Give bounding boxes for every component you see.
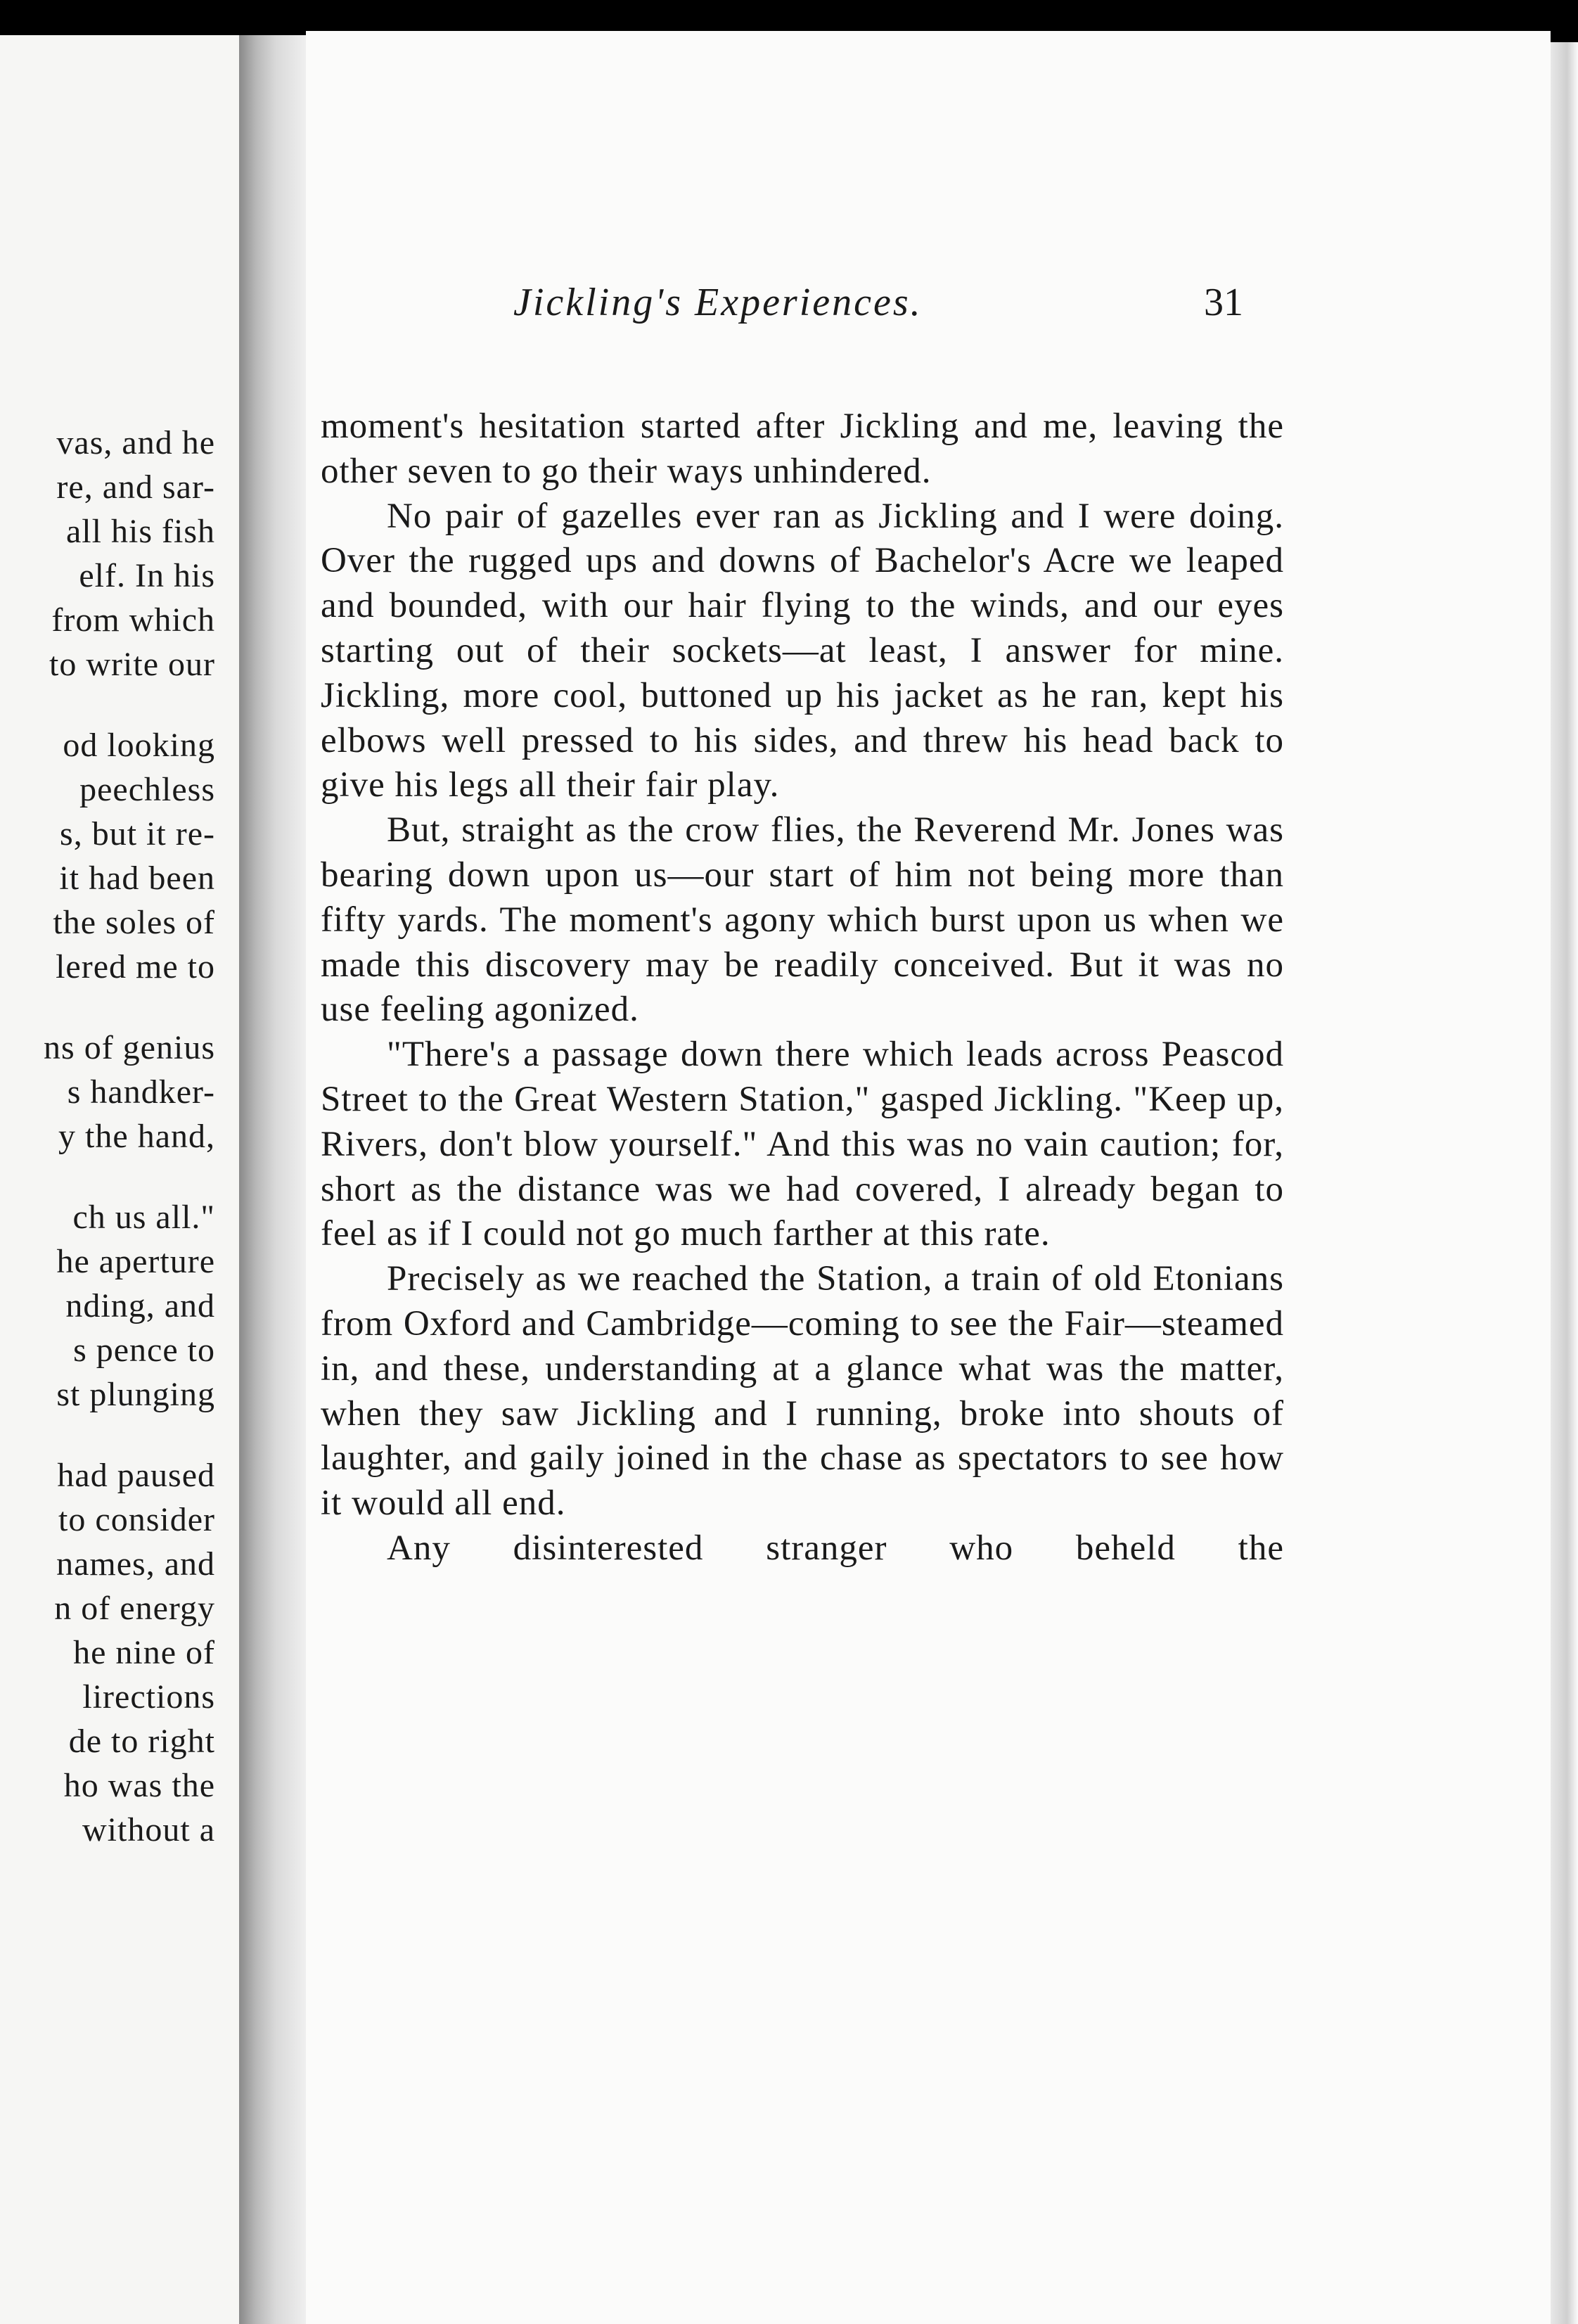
left-line: lered me to — [56, 948, 215, 985]
left-paragraph-gap — [0, 687, 215, 723]
left-line: it had been — [59, 860, 215, 897]
left-line: he aperture — [56, 1243, 215, 1280]
left-line: from which — [51, 601, 215, 639]
page-edge — [1551, 42, 1578, 2324]
left-line: s, but it re- — [60, 815, 215, 853]
paragraph: "There's a passage down there which leads across Peascod Street to the Great Western Station," gasped Jickling. "Keep up, Rivers, don't blow yourself." And this was no vain caution; for, short as the distance was we had covered, I already began to feel as if I could not go much farther at this rate. — [321, 1035, 1284, 1254]
left-line: to consider — [58, 1501, 215, 1538]
paragraph: But, straight as the crow flies, the Reverend Mr. Jones was bearing down upon us—our start of him not being more than fifty yards. The moment's agony which burst upon us when we made this discovery may be readily conceived. But it was no use feeling agonized. — [321, 810, 1284, 1030]
left-line: ns of genius — [44, 1029, 215, 1066]
left-line: s pence to — [73, 1332, 215, 1369]
left-line: he nine of — [73, 1634, 215, 1671]
left-page-fragment — [0, 35, 239, 2324]
book-gutter — [239, 35, 306, 2324]
paragraph: Any disinterested stranger who beheld the — [387, 1528, 1284, 1568]
left-line: ho was the — [63, 1767, 215, 1804]
page-number: 31 — [1204, 281, 1243, 324]
left-line: lirections — [82, 1678, 215, 1716]
paragraph: No pair of gazelles ever ran as Jickling and I were doing. Over the rugged ups and downs of Bachelor's Acre we leaped and bounded, with our hair flying to the winds, and our eyes starting out of their sockets—at least, I answer for mine. Jickling, more cool, buttoned up his jacket as he ran, kept his elbows well pressed to his sides, and threw his head back to give his legs all their fair play. — [321, 496, 1284, 805]
left-line: de to right — [68, 1723, 215, 1760]
left-line: s handker- — [67, 1073, 215, 1111]
left-line: n of energy — [54, 1590, 215, 1627]
left-line: re, and sar- — [56, 468, 215, 506]
body-text — [321, 404, 1284, 1571]
left-line: elf. In his — [79, 557, 215, 594]
left-page-text — [0, 421, 215, 1852]
left-line: vas, and he — [56, 424, 215, 461]
left-line: without a — [82, 1811, 215, 1849]
left-line: ch us all." — [72, 1199, 215, 1236]
left-line: all his fish — [66, 513, 215, 550]
left-line: to write our — [49, 646, 215, 683]
running-head: Jickling's Experiences. — [513, 281, 923, 324]
left-paragraph-gap — [0, 1417, 215, 1453]
left-paragraph-gap — [0, 1158, 215, 1195]
left-paragraph-gap — [0, 989, 215, 1026]
left-line: nding, and — [65, 1287, 215, 1324]
left-line: the soles of — [53, 904, 215, 941]
paragraph: Precisely as we reached the Station, a train of old Etonians from Oxford and Cambridge—coming to see the Fair—steamed in, and these, understanding at a glance what was the matter, when they saw Jickling and I running, broke into shouts of laughter, and gaily joined in the chase as spectators to see how it would all end. — [321, 1259, 1284, 1524]
left-line: peechless — [79, 771, 215, 808]
left-line: names, and — [56, 1545, 215, 1583]
left-line: st plunging — [56, 1376, 215, 1413]
paragraph: moment's hesitation started after Jickling and me, leaving the other seven to go their ways unhindered. — [321, 407, 1284, 491]
left-line: had paused — [57, 1457, 215, 1494]
left-line: y the hand, — [58, 1118, 215, 1155]
left-line: od looking — [63, 727, 215, 764]
